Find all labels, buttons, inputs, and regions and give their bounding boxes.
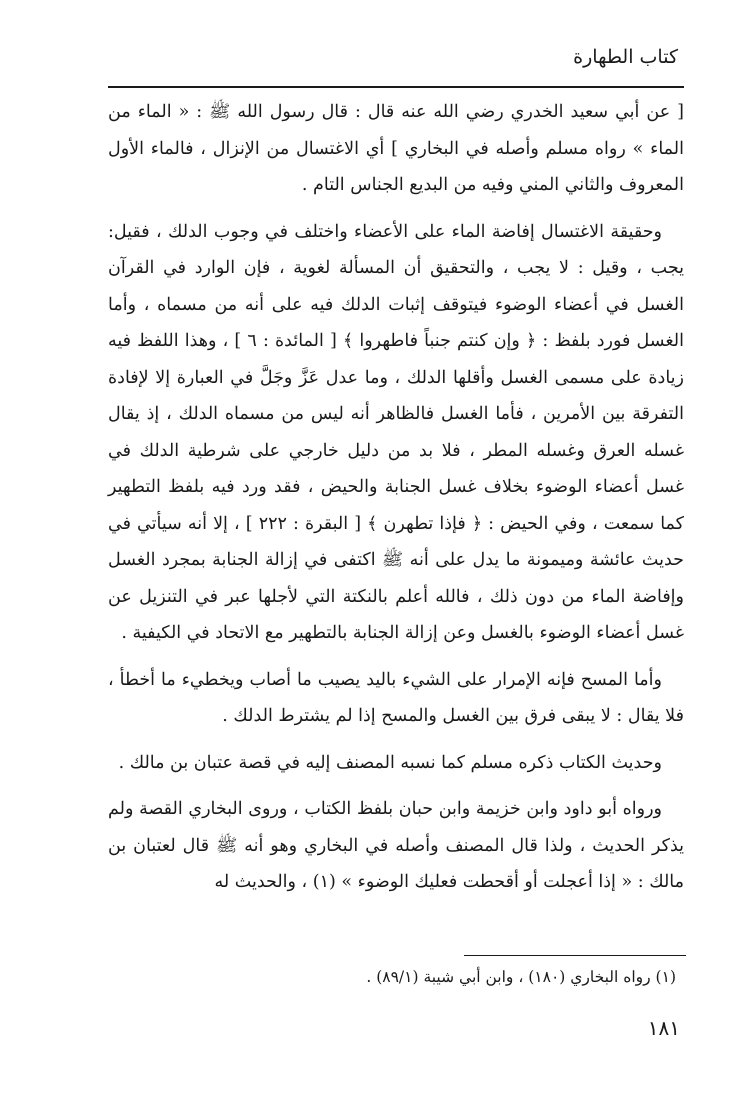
paragraph: ورواه أبو داود وابن خزيمة وابن حبان بلفظ الكتاب ، وروى البخاري القصة ولم يذكر الحديث ، ولذا قال المصنف وأصله في البخاري وهو أنه ﷺ قال لعتبان بن مالك : « إذا أعجلت أو أقحطت فعليك الوضوء » (١) ، والحديث له (108, 799, 684, 892)
page-number: ١٨١ (647, 1016, 680, 1040)
paragraph: وحديث الكتاب ذكره مسلم كما نسبه المصنف إليه في قصة عتبان بن مالك . (118, 752, 662, 773)
paragraph: وحقيقة الاغتسال إفاضة الماء على الأعضاء واختلف في وجوب الدلك ، فقيل: يجب ، وقيل : لا يجب ، والتحقيق أن المسألة لغوية ، فإن الوارد في القرآن الغسل في أعضاء الوضوء فيتوقف إثبات الدلك فيه على أنه من مسماه ، وأما الغسل فورد بلفظ : ﴿ وإن كنتم جنباً فاطهروا ﴾ [ المائدة : ٦ ] ، وهذا اللفظ فيه زيادة على مسمى الغسل وأقلها الدلك ، وما عدل عَزَّ وجَلَّ في العبارة إلا لإفادة التفرقة بين الأمرين ، فأما الغسل فالظاهر أنه ليس من مسماه الدلك ، إذ يقال غسله العرق وغسله المطر ، فلا بد من دليل خارجي على شرطية الدلك في غسل أعضاء الوضوء بخلاف غسل الجنابة والحيض ، فقد ورد فيه بلفظ التطهير كما سمعت ، وفي الحيض : ﴿ فإذا تطهرن ﴾ [ البقرة : ٢٢٢ ] ، إلا أنه سيأتي في حديث عائشة وميمونة ما يدل على أنه ﷺ اكتفى في إزالة الجنابة بمجرد الغسل وإفاضة الماء من دون ذلك ، فالله أعلم بالنكتة التي لأجلها عبر في التنزيل عن غسل أعضاء الوضوء بالغسل وعن إزالة الجنابة بالتطهير مع الاتحاد في الكيفية . (108, 221, 685, 643)
paragraph: [ عن أبي سعيد الخدري رضي الله عنه قال : قال رسول الله ﷺ : « الماء من الماء » رواه مسلم وأصله في البخاري ] أي الاغتسال من الإنزال ، فالماء الأول المعروف والثاني المني وفيه من البديع الجناس التام . (108, 102, 684, 195)
header-rule (108, 86, 684, 88)
paragraph: وأما المسح فإنه الإمرار على الشيء باليد يصيب ما أصاب ويخطيء ما أخطأ ، فلا يقال : لا يبقى فرق بين الغسل والمسح إذا لم يشترط الدلك . (108, 669, 684, 726)
main-text (108, 94, 684, 911)
footnote-rule (464, 955, 686, 956)
footnote: (١) رواه البخاري (١٨٠) ، وابن أبي شيبة (٨٩/١) . (366, 968, 676, 986)
running-header-title: كتاب الطهارة (573, 46, 678, 68)
